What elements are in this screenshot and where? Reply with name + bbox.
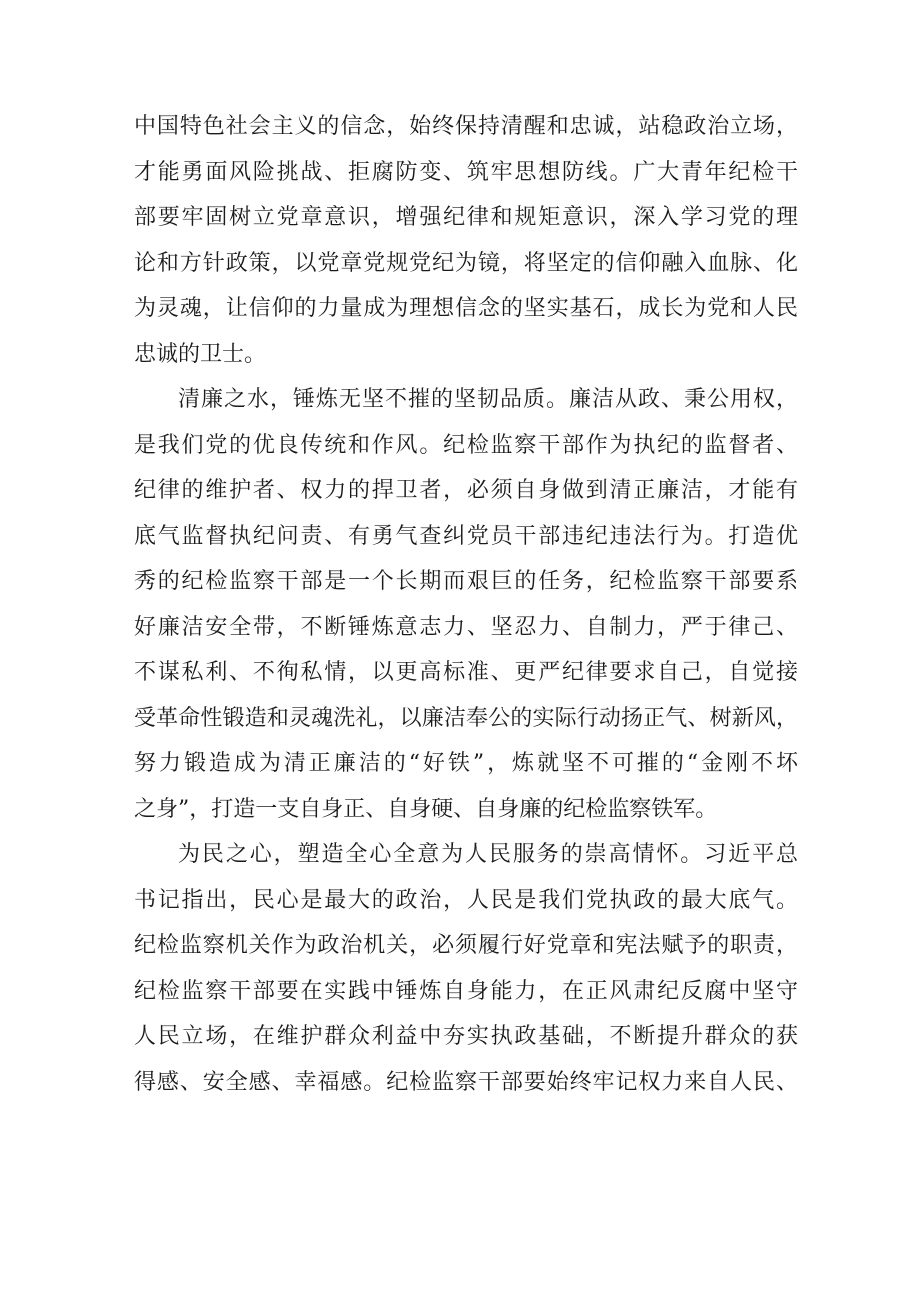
paragraph-1-line-4: 论和方针政策，以党章党规党纪为镜，将坚定的信仰融入血脉、化 xyxy=(134,250,798,276)
paragraph-1-line-6: 忠诚的卫士。 xyxy=(134,341,267,367)
paragraph-3-line-2: 书记指出，民心是最大的政治，人民是我们党执政的最大底气。 xyxy=(134,887,798,913)
paragraph-2-line-6: 好廉洁安全带，不断锤炼意志力、坚忍力、自制力，严于律己、 xyxy=(134,614,798,640)
paragraph-2-line-2: 是我们党的优良传统和作风。纪检监察干部作为执纪的监督者、 xyxy=(134,432,798,458)
paragraph-2-line-9: 努力锻造成为清正廉洁的“好铁”，炼就坚不可摧的“金刚不坏 xyxy=(134,751,798,776)
paragraph-1-line-1: 中国特色社会主义的信念，始终保持清醒和忠诚，站稳政治立场， xyxy=(134,114,798,139)
paragraph-3-line-3: 纪检监察机关作为政治机关，必须履行好党章和宪法赋予的职责， xyxy=(134,933,798,958)
document-body xyxy=(134,104,798,1105)
paragraph-2-line-1: 清廉之水，锤炼无坚不摧的坚韧品质。廉洁从政、秉公用权， xyxy=(178,387,798,412)
paragraph-1-line-5: 为灵魂，让信仰的力量成为理想信念的坚实基石，成长为党和人民 xyxy=(134,296,798,321)
paragraph-2-line-10: 之身”，打造一支自身正、自身硬、自身廉的纪检监察铁军。 xyxy=(134,796,718,822)
paragraph-2-line-4: 底气监督执纪问责、有勇气查纠党员干部违纪违法行为。打造优 xyxy=(134,523,798,549)
paragraph-2-line-5: 秀的纪检监察干部是一个长期而艰巨的任务，纪检监察干部要系 xyxy=(134,569,798,594)
paragraph-1-line-3: 部要牢固树立党章意识，增强纪律和规矩意识，深入学习党的理 xyxy=(134,205,798,230)
paragraph-1-line-2: 才能勇面风险挑战、拒腐防变、筑牢思想防线。广大青年纪检干 xyxy=(134,159,798,185)
paragraph-2-line-8: 受革命性锻造和灵魂洗礼，以廉洁奉公的实际行动扬正气、树新风， xyxy=(134,705,798,731)
paragraph-2-line-7: 不谋私利、不徇私情，以更高标准、更严纪律要求自己，自觉接 xyxy=(134,660,798,685)
paragraph-3-line-5: 人民立场，在维护群众利益中夯实执政基础，不断提升群众的获 xyxy=(134,1024,798,1049)
paragraph-2-line-3: 纪律的维护者、权力的捍卫者，必须自身做到清正廉洁，才能有 xyxy=(134,478,798,503)
paragraph-3-line-4: 纪检监察干部要在实践中锤炼自身能力，在正风肃纪反腐中坚守 xyxy=(134,978,798,1004)
paragraph-3-line-6: 得感、安全感、幸福感。纪检监察干部要始终牢记权力来自人民、 xyxy=(134,1069,798,1095)
paragraph-3-line-1: 为民之心，塑造全心全意为人民服务的崇高情怀。习近平总 xyxy=(178,842,798,867)
